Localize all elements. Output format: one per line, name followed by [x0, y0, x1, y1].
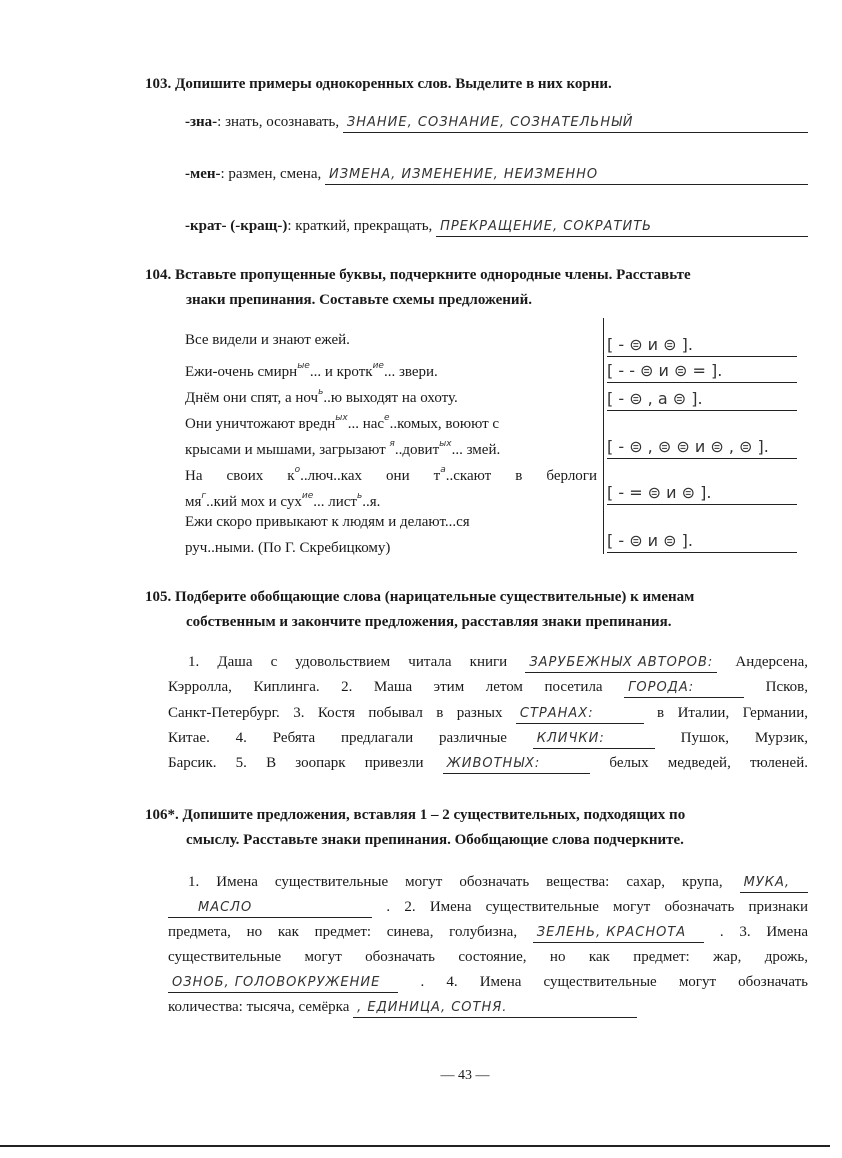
ex106-line [168, 922, 808, 943]
inserted-letter: о [294, 465, 301, 475]
sentence-scheme: [ - = ⊜ и ⊜ ]. [607, 482, 797, 505]
inserted-letter: ь [318, 387, 324, 397]
ex104-line [185, 408, 597, 434]
ex105-line [168, 728, 808, 749]
handwritten-answer: КЛИЧКИ: [533, 730, 655, 749]
handwritten-answer: ИЗМЕНА, ИЗМЕНЕНИЕ, НЕИЗМЕННО [325, 166, 808, 185]
printed-text: ... и кротк [309, 364, 373, 380]
exercise-103-heading: 103. Допишите примеры однокоренных слов. Выделите в них корни. [145, 76, 612, 92]
exercise-105-heading: 105. Подберите обобщающие слова (нарицательные существительные) к именам [145, 589, 695, 605]
printed-text: Днём они спят, а ноч [185, 390, 319, 406]
ex106-line [188, 872, 808, 893]
printed-text: Китае. 4. Ребята предлагали различные [168, 730, 533, 746]
printed-text: ..комых, воюют с [389, 416, 500, 432]
ex104-line [185, 382, 597, 408]
inserted-letter: я [389, 439, 395, 449]
ex105-line [168, 677, 808, 698]
printed-text: ..я. [362, 494, 381, 510]
handwritten-answer: ЗНАНИЕ, СОЗНАНИЕ, СОЗНАТЕЛЬНЫЙ [343, 114, 808, 133]
printed-text: . 4. Имена существительные могут обозначать [398, 974, 808, 990]
printed-text: крысами и мышами, загрызают [185, 442, 390, 458]
root-label: -мен- [185, 166, 221, 182]
printed-text: 1. Имена существительные могут обозначать вещества: сахар, крупа, [188, 874, 740, 890]
printed-text: ... змей. [451, 442, 501, 458]
printed-text: ..довит [394, 442, 440, 458]
sentence-scheme: [ - - ⊜ и ⊜ = ]. [607, 360, 797, 383]
ex104-line [185, 356, 597, 382]
inserted-letter: ых [335, 413, 348, 423]
printed-text: Все видели и знают ежей. [185, 332, 350, 348]
printed-text: Кэрролла, Киплинга. 2. Маша этим летом посетила [168, 679, 625, 695]
printed-text: ..кий мох и сух [206, 494, 302, 510]
page-number: — 43 — [440, 1068, 490, 1083]
exercise-106-heading-cont: смыслу. Расставьте знаки препинания. Обобщающие слова подчеркните. [186, 832, 684, 848]
handwritten-answer: СТРАНАХ: [516, 705, 644, 724]
printed-text: 1. Даша с удовольствием читала книги [188, 654, 526, 670]
inserted-letter: ых [439, 439, 452, 449]
printed-text: белых медведей, тюленей. [590, 755, 808, 771]
printed-text: в Италии, Германии, [643, 705, 808, 721]
ex106-line [168, 947, 808, 967]
printed-text: . 3. Имена [704, 924, 809, 940]
printed-text: Андерсена, [717, 654, 808, 670]
handwritten-answer: ЗАРУБЕЖНЫХ АВТОРОВ: [525, 654, 717, 673]
printed-text: ... звери. [383, 364, 438, 380]
sentence-scheme: [ - ⊜ и ⊜ ]. [607, 530, 797, 553]
inserted-letter: ие [301, 491, 314, 501]
scheme-divider [603, 318, 604, 554]
exercise-105-heading-cont: собственным и закончите предложения, расставляя знаки препинания. [186, 614, 672, 630]
printed-text: На своих к [185, 468, 295, 484]
printed-text: Барсик. 5. В зоопарк привезли [168, 755, 443, 771]
ex106-line [168, 972, 808, 993]
printed-text: существительные могут обозначать состояние, но как предмет: жар, дрожь, [168, 949, 808, 965]
ex103-line [185, 216, 808, 237]
printed-text: Ежи скоро привыкают к людям и делают...ся [185, 514, 470, 530]
ex104-line [185, 330, 597, 350]
handwritten-answer: ЗЕЛЕНЬ, КРАСНОТА [533, 924, 704, 943]
handwritten-answer: ГОРОДА: [624, 679, 744, 698]
ex105-line [168, 753, 808, 774]
ex104-line [185, 434, 597, 460]
ex104-line [185, 538, 597, 558]
inserted-letter: а [440, 465, 446, 475]
ex105-line [168, 703, 808, 724]
printed-text: ..люч..ках они т [300, 468, 441, 484]
printed-text: ..скают в берлоги [445, 468, 597, 484]
exercise-104-heading-cont: знаки препинания. Составьте схемы предложений. [186, 292, 532, 308]
inserted-letter: ие [372, 361, 384, 371]
ex104-line [185, 512, 597, 532]
handwritten-answer: , ЕДИНИЦА, СОТНЯ. [353, 999, 637, 1018]
ex106-line [168, 997, 808, 1018]
ex103-line [185, 112, 808, 133]
inserted-letter: г [201, 491, 207, 501]
printed-text: : краткий, прекращать, [287, 218, 437, 234]
exercise-104-heading: 104. Вставьте пропущенные буквы, подчеркните однородные члены. Расставьте [145, 267, 691, 283]
printed-text: : размен, смена, [220, 166, 325, 182]
inserted-letter: е [384, 413, 390, 423]
printed-text: ... лист [313, 494, 357, 510]
sentence-scheme: [ - ⊜ , а ⊜ ]. [607, 388, 797, 411]
root-label: -зна- [185, 114, 218, 130]
ex106-line [168, 897, 808, 918]
printed-text: Санкт-Петербург. 3. Костя побывал в разных [168, 705, 516, 721]
bottom-rule [0, 1145, 830, 1147]
inserted-letter: ь [356, 491, 363, 501]
printed-text: Ежи-очень смирн [185, 364, 298, 380]
printed-text: . 2. Имена существительные могут обозначать признаки [372, 899, 808, 915]
ex103-line [185, 164, 808, 185]
printed-text: мя [185, 494, 202, 510]
printed-text: ..ю выходят на охоту. [323, 390, 458, 406]
exercise-106-heading: 106*. Допишите предложения, вставляя 1 – 2 существительных, подходящих по [145, 807, 686, 823]
root-label: -крат- (-кращ-) [185, 218, 288, 234]
handwritten-answer: ОЗНОБ, ГОЛОВОКРУЖЕНИЕ [168, 974, 398, 993]
printed-text: Пушок, Мурзик, [654, 730, 809, 746]
ex104-line [185, 486, 597, 512]
printed-text: предмета, но как предмет: синева, голубизна, [168, 924, 533, 940]
handwritten-answer: ЖИВОТНЫХ: [443, 755, 591, 774]
printed-text: ... нас [347, 416, 385, 432]
handwritten-answer: ПРЕКРАЩЕНИЕ, СОКРАТИТЬ [436, 218, 808, 237]
printed-text: Они уничтожают вредн [185, 416, 336, 432]
sentence-scheme: [ - ⊜ и ⊜ ]. [607, 334, 797, 357]
printed-text: количества: тысяча, семёрка [168, 999, 354, 1015]
printed-text: руч..ными. (По Г. Скребицкому) [185, 540, 391, 556]
ex104-line [185, 460, 597, 486]
sentence-scheme: [ - ⊜ , ⊜ ⊜ и ⊜ , ⊜ ]. [607, 436, 797, 459]
printed-text: Псков, [744, 679, 808, 695]
inserted-letter: ые [297, 361, 310, 371]
ex105-line [188, 652, 808, 673]
handwritten-answer: МАСЛО [168, 899, 372, 918]
handwritten-answer: МУКА, [740, 874, 808, 893]
printed-text: : знать, осознавать, [217, 114, 343, 130]
